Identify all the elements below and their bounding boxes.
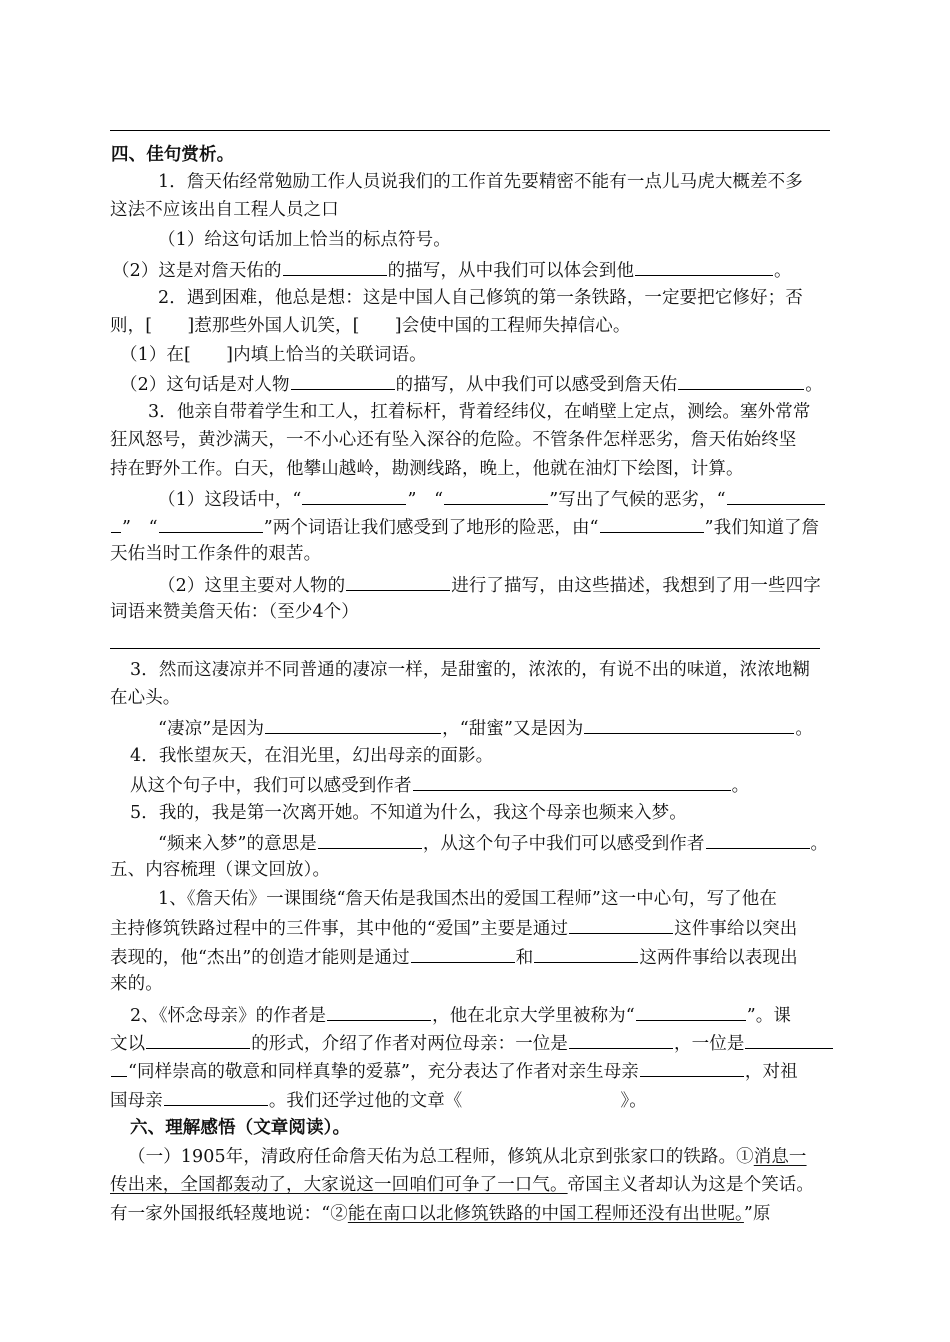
q1-text-line2: 这法不应该出自工程人员之口 bbox=[110, 200, 339, 220]
q5-sub: “频来入梦”的意思是 ，从这个句子中我们可以感受到作者 。 bbox=[158, 828, 828, 856]
blank[interactable] bbox=[164, 1085, 268, 1106]
q3b-text-line2: 在心头。 bbox=[110, 688, 181, 708]
q3b-text-line1: 3．然而这凄凉并不同普通的凄凉一样，是甜蜜的，浓浓的，有说不出的味道，浓浓地糊 bbox=[130, 660, 811, 680]
blank[interactable] bbox=[413, 770, 731, 791]
blank[interactable] bbox=[706, 828, 810, 849]
s5-q1-line2: 主持修筑铁路过程中的三件事，其中他的“爱国”主要是通过 这件事给以突出 bbox=[110, 913, 797, 941]
blank[interactable] bbox=[327, 1000, 431, 1021]
s5-q2-line2: 文以 的形式，介绍了作者对两位母亲：一位是 ，一位是 bbox=[110, 1028, 834, 1056]
section-6-heading: 六、理解感悟（文章阅读）。 bbox=[130, 1118, 351, 1138]
s5-q1-line4: 来的。 bbox=[110, 974, 163, 994]
answer-line-top bbox=[110, 130, 830, 131]
q5-text: 5．我的，我是第一次离开她。不知道为什么，我这个母亲也频来入梦。 bbox=[130, 803, 687, 823]
s5-q2-line3: “同样崇高的敬意和同样真挚的爱慕”，充分表达了作者对亲生母亲 ，对祖 bbox=[110, 1056, 798, 1084]
blank[interactable] bbox=[745, 1028, 833, 1049]
s5-q1-line3: 表现的，他“杰出”的创造才能则是通过 和 这两件事给以表现出 bbox=[110, 942, 798, 970]
blank[interactable] bbox=[265, 713, 441, 734]
blank[interactable] bbox=[111, 1056, 127, 1077]
blank[interactable] bbox=[640, 1056, 744, 1077]
answer-line-mid bbox=[110, 648, 820, 649]
q3-sub1-line1: （1）这段话中，“ ” “ ”写出了气候的恶劣，“ bbox=[158, 484, 826, 512]
q2-sub2: （2）这句话是对人物 的描写，从中我们可以感受到詹天佑 。 bbox=[120, 369, 823, 397]
reading-line1: （一）1905年，清政府任命詹天佑为总工程师，修筑从北京到张家口的铁路。①消息一 bbox=[128, 1147, 807, 1167]
q3-text-line1: 3．他亲自带着学生和工人，扛着标杆，背着经纬仪，在峭壁上定点，测绘。塞外常常 bbox=[148, 402, 811, 422]
blank[interactable] bbox=[111, 512, 121, 533]
blank[interactable] bbox=[584, 713, 794, 734]
q3-text-line2: 狂风怒号，黄沙满天，一不小心还有坠入深谷的危险。不管条件怎样恶劣，詹天佑始终坚 bbox=[110, 430, 797, 450]
q2-text-line1: 2．遇到困难，他总是想：这是中国人自己修筑的第一条铁路，一定要把它修好；否 bbox=[158, 288, 803, 308]
reading-line3: 有一家外国报纸轻蔑地说：“②能在南口以北修筑铁路的中国工程师还没有出世呢。”原 bbox=[110, 1204, 771, 1224]
blank[interactable] bbox=[318, 828, 422, 849]
q3b-sub: “凄凉”是因为 ，“甜蜜”又是因为 。 bbox=[158, 713, 813, 741]
q3-sub2-line2: 词语来赞美詹天佑：（至少4个） bbox=[110, 602, 359, 622]
blank[interactable] bbox=[444, 484, 548, 505]
blank[interactable] bbox=[159, 512, 263, 533]
blank[interactable] bbox=[346, 570, 450, 591]
q2-text-line2: 则，[ ]惹那些外国人讥笑，[ ]会使中国的工程师失掉信心。 bbox=[110, 316, 631, 336]
q1-sub2: （2）这是对詹天佑的 的描写，从中我们可以体会到他 。 bbox=[112, 255, 792, 283]
q4-text: 4．我怅望灰天，在泪光里，幻出母亲的面影。 bbox=[130, 746, 494, 766]
s5-q1-line1: 1、《詹天佑》一课围绕“詹天佑是我国杰出的爱国工程师”这一中心句，写了他在 bbox=[158, 889, 777, 909]
q3-text-line3: 持在野外工作。白天，他攀山越岭，勘测线路，晚上，他就在油灯下绘图，计算。 bbox=[110, 459, 744, 479]
blank[interactable] bbox=[534, 942, 638, 963]
q1-sub1: （1）给这句话加上恰当的标点符号。 bbox=[158, 230, 451, 250]
blank[interactable] bbox=[411, 942, 515, 963]
q3-sub1-line2: ” “ ”两个词语让我们感受到了地形的险恶，由“ ”我们知道了詹 bbox=[110, 512, 819, 540]
blank[interactable] bbox=[302, 484, 406, 505]
q1-text-line1: 1．詹天佑经常勉励工作人员说我们的工作首先要精密不能有一点儿马虎大概差不多 bbox=[158, 172, 803, 192]
blank[interactable] bbox=[678, 369, 804, 390]
s5-q2-line4: 国母亲 。我们还学过他的文章《 》。 bbox=[110, 1085, 647, 1113]
s5-q2-line1: 2、《怀念母亲》的作者是 ，他在北京大学里被称为“ ”。课 bbox=[130, 1000, 791, 1028]
blank[interactable] bbox=[569, 1028, 673, 1049]
blank[interactable] bbox=[146, 1028, 250, 1049]
blank[interactable] bbox=[283, 255, 387, 276]
q2-sub1: （1）在[ ]内填上恰当的关联词语。 bbox=[120, 345, 427, 365]
blank[interactable] bbox=[569, 913, 673, 934]
blank[interactable] bbox=[727, 484, 825, 505]
q3-sub2-line1: （2）这里主要对人物的 进行了描写，由这些描述，我想到了用一些四字 bbox=[158, 570, 821, 598]
blank[interactable] bbox=[635, 255, 773, 276]
blank[interactable] bbox=[600, 512, 704, 533]
q4-sub: 从这个句子中，我们可以感受到作者 。 bbox=[130, 770, 749, 798]
section-4-heading: 四、佳句赏析。 bbox=[111, 145, 235, 165]
reading-line2: 传出来，全国都轰动了，大家说这一回咱们可争了一口气。帝国主义者却认为这是个笑话。 bbox=[110, 1175, 815, 1195]
blank[interactable] bbox=[291, 369, 395, 390]
section-5-heading: 五、内容梳理（课文回放）。 bbox=[110, 860, 331, 880]
q3-sub1-line3: 天佑当时工作条件的艰苦。 bbox=[110, 544, 322, 564]
blank[interactable] bbox=[636, 1000, 746, 1021]
